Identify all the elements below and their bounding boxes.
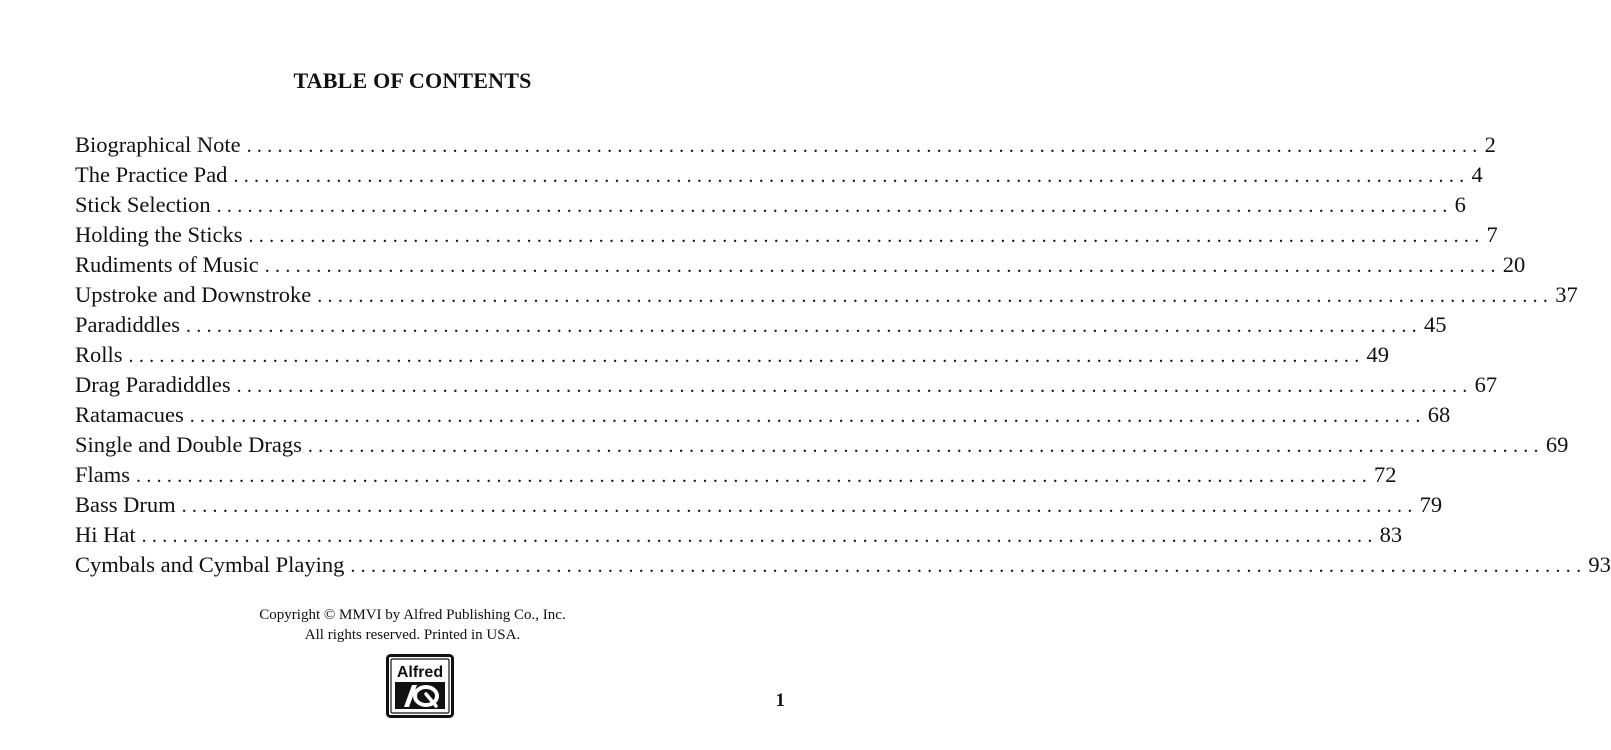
toc-entry-page: 7 bbox=[1486, 222, 1498, 247]
toc-entry-title: Flams bbox=[75, 462, 131, 487]
dot-leader: ........................................................................................................................ bbox=[185, 315, 1422, 337]
toc-entry bbox=[75, 160, 1483, 190]
dot-leader: ........................................................................................................................ bbox=[136, 465, 1373, 487]
toc-entry-title: Drag Paradiddles bbox=[75, 372, 231, 397]
toc-entry bbox=[75, 190, 1466, 220]
dot-leader: ........................................................................................................................ bbox=[128, 345, 1365, 367]
toc-entry-page: 79 bbox=[1419, 492, 1443, 517]
dot-leader: ........................................................................................................................ bbox=[189, 405, 1426, 427]
toc-entry-title: Cymbals and Cymbal Playing bbox=[75, 552, 345, 577]
dot-leader: ........................................................................................................................ bbox=[181, 495, 1418, 517]
toc-entry-page: 72 bbox=[1374, 462, 1397, 487]
dot-leader: ........................................................................................................................ bbox=[248, 225, 1485, 247]
toc-entry bbox=[75, 280, 1578, 310]
toc-entry-page: 49 bbox=[1366, 342, 1390, 367]
toc-entry bbox=[75, 550, 1611, 580]
toc-entry-page: 83 bbox=[1379, 522, 1403, 547]
toc-entry-page: 69 bbox=[1545, 432, 1569, 457]
table-of-contents bbox=[75, 130, 1611, 580]
toc-entry-page: 93 bbox=[1588, 552, 1611, 577]
toc-entry bbox=[75, 370, 1498, 400]
toc-entry-page: 6 bbox=[1454, 192, 1466, 217]
toc-entry-title: Stick Selection bbox=[75, 192, 211, 217]
toc-entry bbox=[75, 460, 1397, 490]
dot-leader: ........................................................................................................................ bbox=[246, 135, 1483, 157]
toc-entry bbox=[75, 430, 1569, 460]
dot-leader: ........................................................................................................................ bbox=[141, 525, 1378, 547]
toc-entry-title: Rolls bbox=[75, 342, 123, 367]
toc-entry bbox=[75, 130, 1496, 160]
dot-leader: ........................................................................................................................ bbox=[264, 255, 1501, 277]
toc-entry-page: 20 bbox=[1502, 252, 1526, 277]
toc-entry-title: Biographical Note bbox=[75, 132, 241, 157]
dot-leader: ........................................................................................................................ bbox=[216, 195, 1453, 217]
dot-leader: ........................................................................................................................ bbox=[236, 375, 1473, 397]
toc-entry bbox=[75, 400, 1451, 430]
dot-leader: ........................................................................................................................ bbox=[307, 435, 1544, 457]
toc-entry-title: Single and Double Drags bbox=[75, 432, 302, 457]
toc-entry-title: Hi Hat bbox=[75, 522, 136, 547]
alfred-logo bbox=[386, 654, 454, 718]
toc-entry-title: Paradiddles bbox=[75, 312, 180, 337]
dot-leader: ........................................................................................................................ bbox=[233, 165, 1470, 187]
toc-entry-title: Holding the Sticks bbox=[75, 222, 243, 247]
rights-line: All rights reserved. Printed in USA. bbox=[304, 627, 521, 643]
toc-entry-page: 68 bbox=[1427, 402, 1451, 427]
toc-entry-title: Upstroke and Downstroke bbox=[75, 282, 312, 307]
dot-leader: ........................................................................................................................ bbox=[317, 285, 1554, 307]
toc-entry-title: The Practice Pad bbox=[75, 162, 228, 187]
toc-entry bbox=[75, 340, 1390, 370]
toc-entry-page: 45 bbox=[1423, 312, 1447, 337]
toc-entry bbox=[75, 220, 1498, 250]
toc-entry bbox=[75, 520, 1403, 550]
dot-leader: ........................................................................................................................ bbox=[350, 555, 1587, 577]
toc-entry-title: Rudiments of Music bbox=[75, 252, 259, 277]
toc-entry bbox=[75, 490, 1443, 520]
toc-entry-page: 67 bbox=[1474, 372, 1498, 397]
toc-entry bbox=[75, 310, 1447, 340]
toc-entry-page: 37 bbox=[1555, 282, 1578, 307]
page-title: TABLE OF CONTENTS bbox=[293, 68, 532, 93]
copyright-line: Copyright © MMVI by Alfred Publishing Co., Inc. bbox=[259, 607, 566, 623]
copyright-notice bbox=[0, 605, 825, 645]
page-number: 1 bbox=[775, 690, 785, 711]
toc-entry-page: 4 bbox=[1471, 162, 1483, 187]
toc-entry-page: 2 bbox=[1484, 132, 1496, 157]
logo-wordmark: Alfred bbox=[396, 664, 444, 681]
toc-entry-title: Ratamacues bbox=[75, 402, 184, 427]
toc-entry-title: Bass Drum bbox=[75, 492, 176, 517]
toc-entry bbox=[75, 250, 1526, 280]
